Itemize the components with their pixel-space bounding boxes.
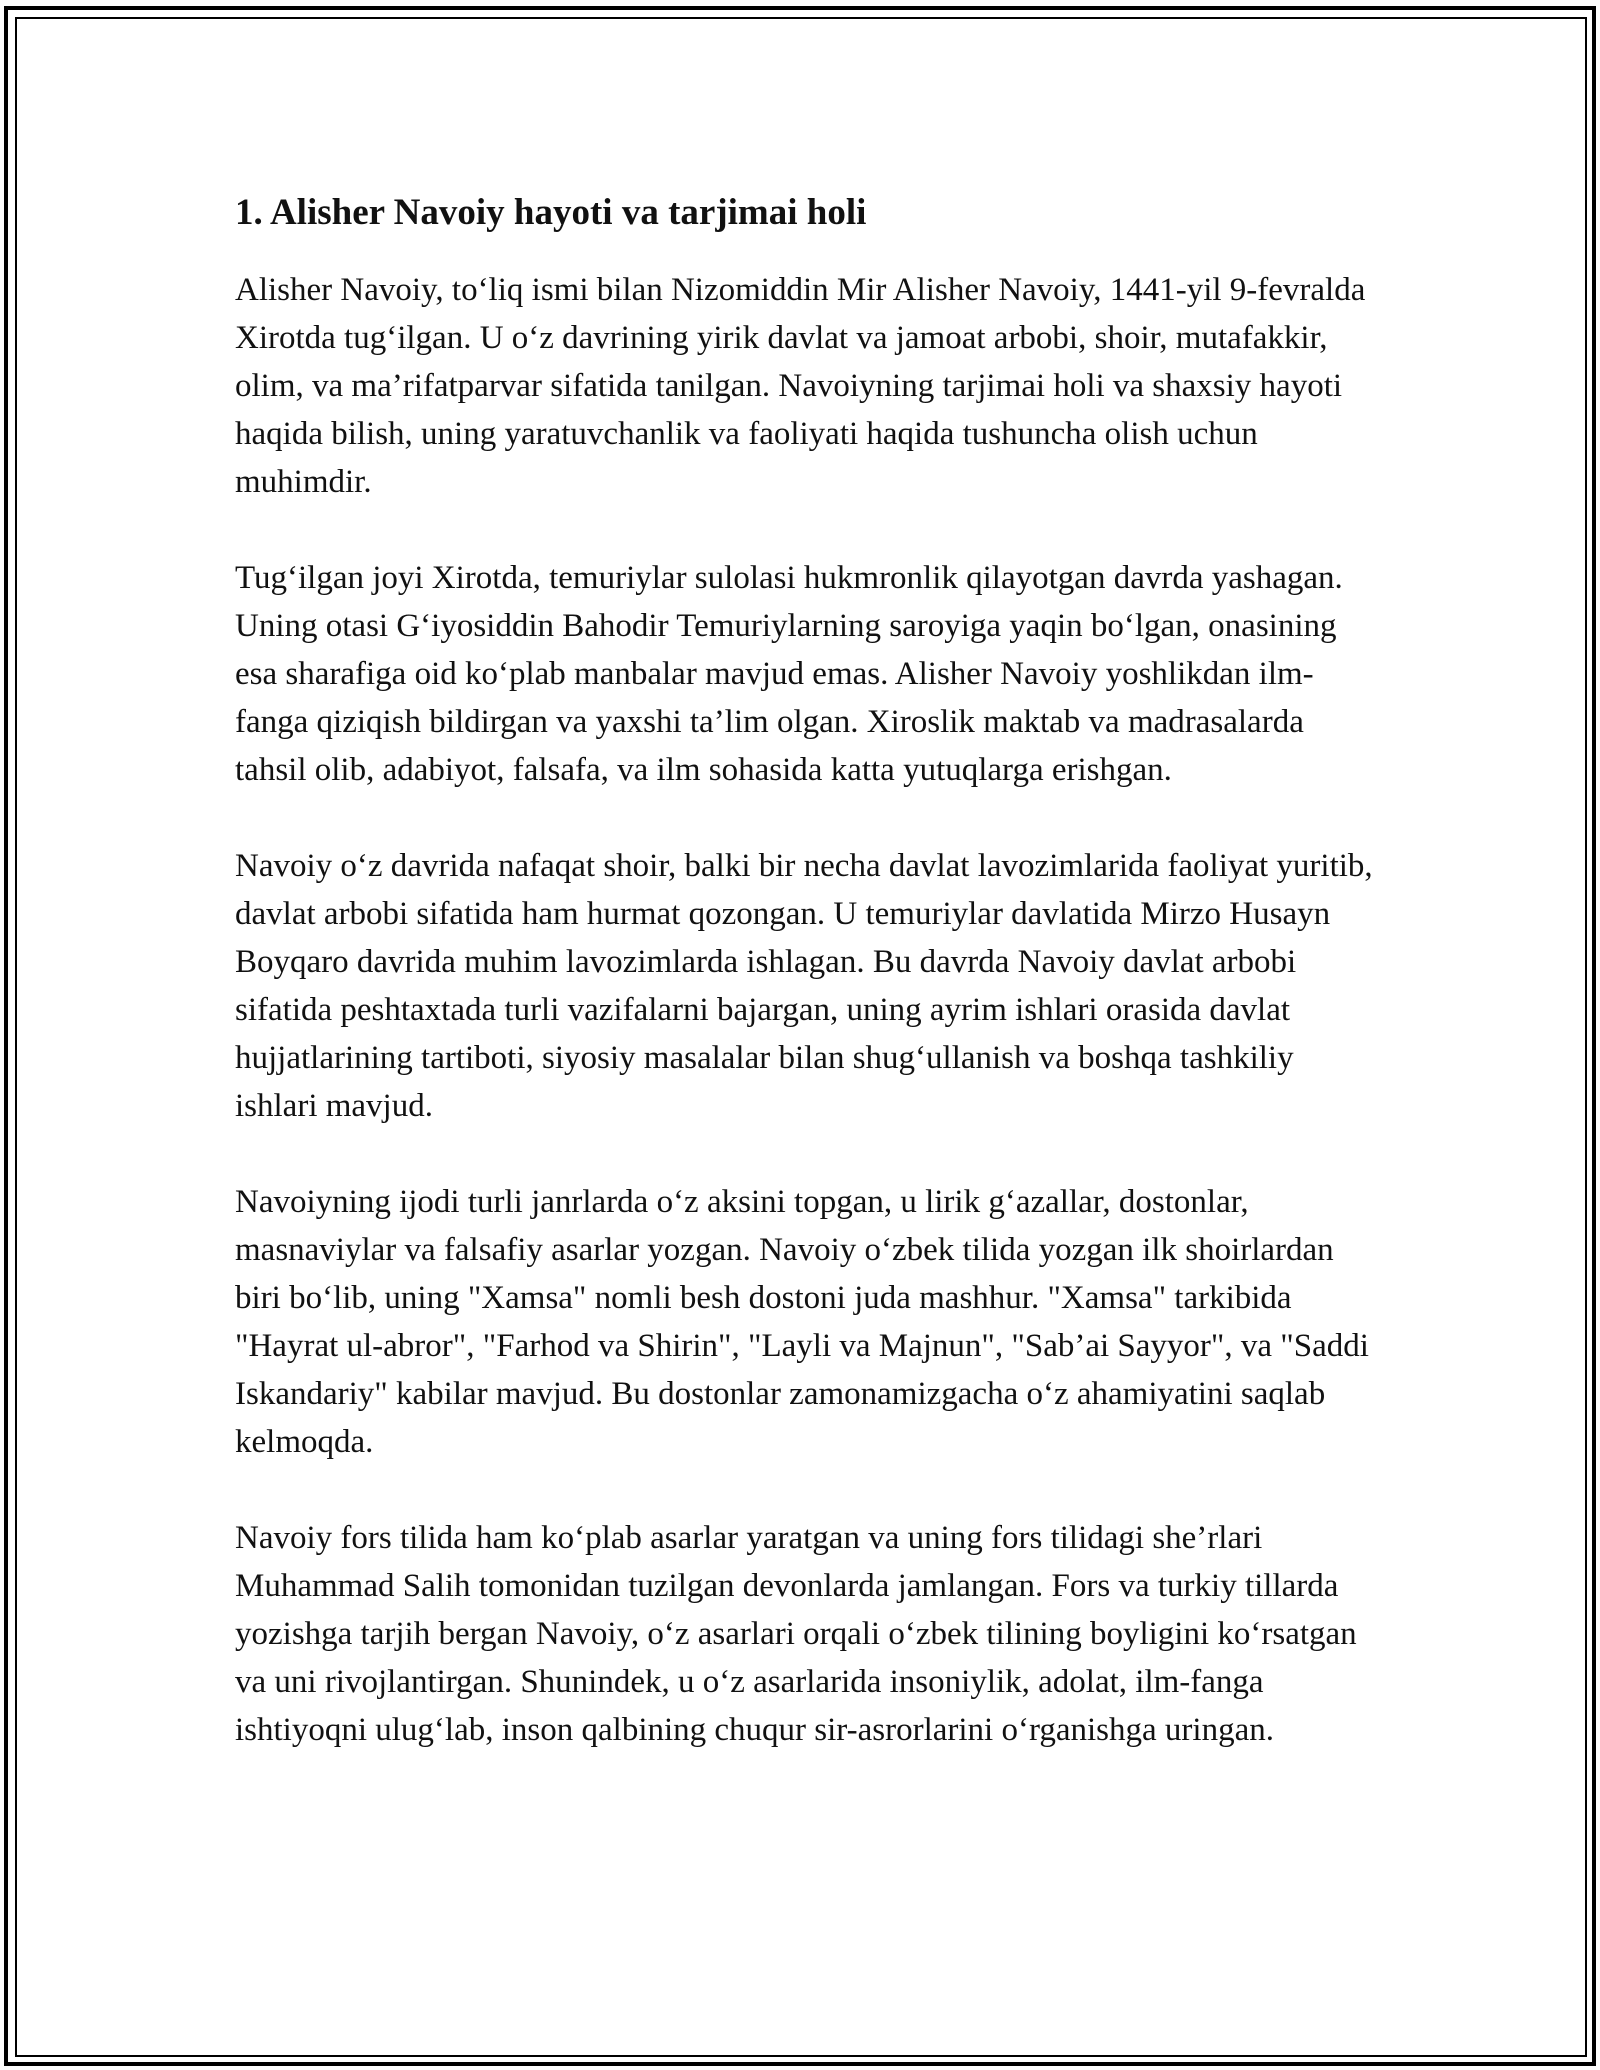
paragraph-5: Navoiy fors tilida ham ko‘plab asarlar yaratgan va uning fors tilidagi she’rlari Muhammad Salih tomonidan tuzilgan devonlarda jamlangan. Fors va turkiy tillarda yozishga tarjih bergan Navoiy, o‘z asarlari orqali o‘zbek tilining boyligini ko‘rsatgan va uni rivojlantirgan. Shunindek, u o‘z asarlarida insoniylik, adolat, ilm-fanga ishtiyoqni ulug‘lab, inson qalbining chuqur sir-asrorlarini o‘rganishga uringan. [235, 1520, 1357, 1748]
document-body [235, 186, 1375, 1802]
paragraph-2: Tug‘ilgan joyi Xirotda, temuriylar sulolasi hukmronlik qilayotgan davrda yashagan. Uning otasi G‘iyosiddin Bahodir Temuriylarning saroyiga yaqin bo‘lgan, onasining esa sharafiga oid ko‘plab manbalar mavjud emas. Alisher Navoiy yoshlikdan ilm-fanga qiziqish bildirgan va yaxshi ta’lim olgan. Xiroslik maktab va madrasalarda tahsil olib, adabiyot, falsafa, va ilm sohasida katta yutuqlarga erishgan. [235, 560, 1343, 788]
paragraph-4: Navoiyning ijodi turli janrlarda o‘z aksini topgan, u lirik g‘azallar, dostonlar, masnaviylar va falsafiy asarlar yozgan. Navoiy o‘zbek tilida yozgan ilk shoirlardan biri bo‘lib, uning "Xamsa" nomli besh dostoni juda mashhur. "Xamsa" tarkibida "Hayrat ul-abror", "Farhod va Shirin", "Layli va Majnun", "Sab’ai Sayyor", va "Saddi Iskandariy" kabilar mavjud. Bu dostonlar zamonamizgacha o‘z ahamiyatini saqlab kelmoqda. [235, 1184, 1369, 1460]
section-heading: 1. Alisher Navoiy hayoti va tarjimai holi [235, 192, 867, 233]
paragraph-1: Alisher Navoiy, to‘liq ismi bilan Nizomiddin Mir Alisher Navoiy, 1441-yil 9-fevralda Xirotda tug‘ilgan. U o‘z davrining yirik davlat va jamoat arbobi, shoir, mutafakkir, olim, va ma’rifatparvar sifatida tanilgan. Navoiyning tarjimai holi va shaxsiy hayoti haqida bilish, uning yaratuvchanlik va faoliyati haqida tushuncha olish uchun muhimdir. [235, 272, 1366, 500]
paragraph-3: Navoiy o‘z davrida nafaqat shoir, balki bir necha davlat lavozimlarida faoliyat yuritib, davlat arbobi sifatida ham hurmat qozongan. U temuriylar davlatida Mirzo Husayn Boyqaro davrida muhim lavozimlarda ishlagan. Bu davrda Navoiy davlat arbobi sifatida peshtaxtada turli vazifalarni bajargan, uning ayrim ishlari orasida davlat hujjatlarining tartiboti, siyosiy masalalar bilan shug‘ullanish va boshqa tashkiliy ishlari mavjud. [235, 848, 1373, 1124]
